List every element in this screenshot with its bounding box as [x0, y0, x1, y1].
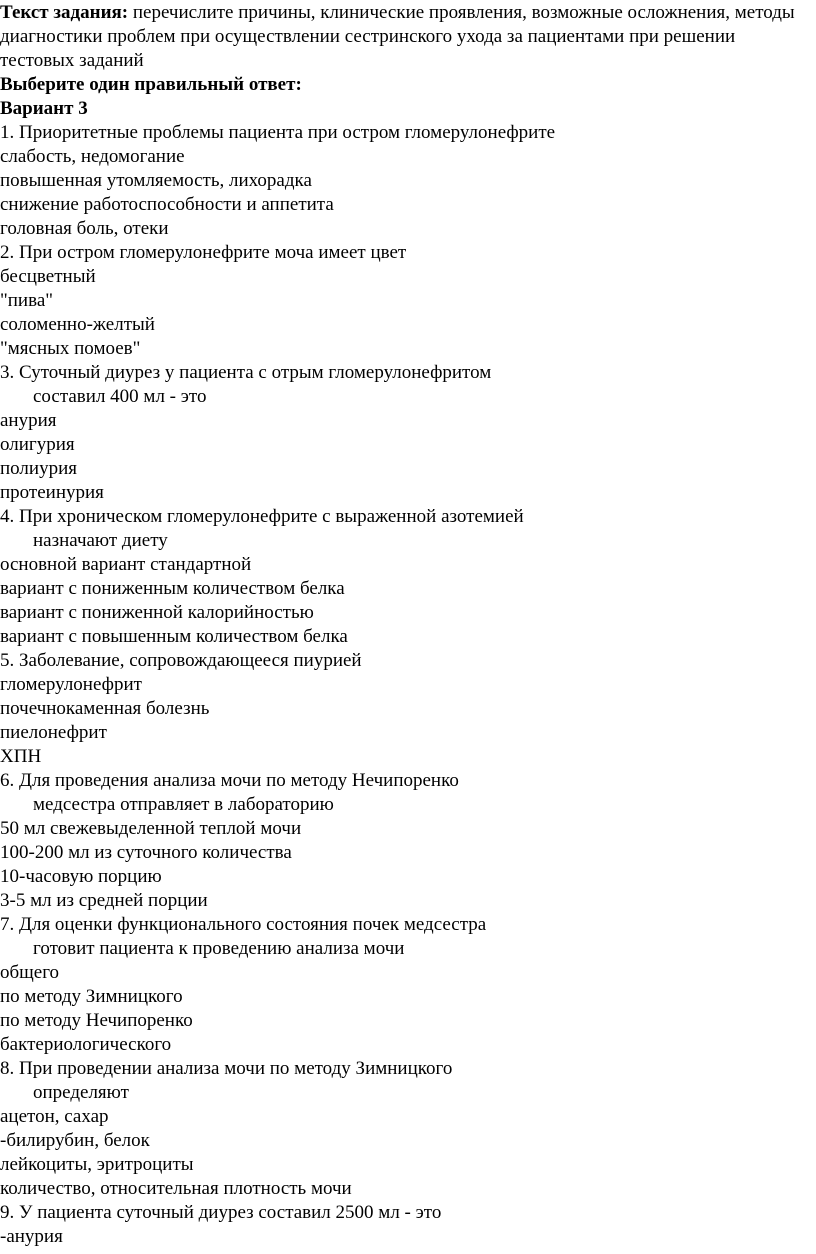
- answer-option: 10-часовую порцию: [0, 866, 162, 887]
- question-text-continuation: определяют: [33, 1082, 129, 1103]
- question-block: [0, 1201, 816, 1249]
- answer-option: общего: [0, 962, 60, 983]
- question-block: [0, 505, 816, 649]
- question-block: [0, 649, 816, 769]
- question-list: [0, 121, 816, 1249]
- question-text-continuation: составил 400 мл - это: [33, 386, 207, 407]
- answer-option: "пива": [0, 290, 54, 311]
- task-text: перечислите причины, клинические проявления, возможные осложнения, методы диагностики проблем при осуществлении сестринского ухода за пациентами при решении тестовых заданий: [0, 2, 795, 71]
- answer-option: бактериологического: [0, 1034, 172, 1055]
- variant-heading: Вариант 3: [0, 98, 88, 119]
- answer-option: пиелонефрит: [0, 722, 107, 743]
- answer-option: бесцветный: [0, 266, 96, 287]
- question-text: 8. При проведении анализа мочи по методу Зимницкого: [0, 1058, 453, 1079]
- answer-option: вариант с пониженной калорийностью: [0, 602, 314, 623]
- question-text: 1. Приоритетные проблемы пациента при остром гломерулонефрите: [0, 122, 556, 143]
- answer-option: лейкоциты, эритроциты: [0, 1154, 194, 1175]
- question-text: 9. У пациента суточный диурез составил 2500 мл - это: [0, 1202, 442, 1223]
- answer-option: анурия: [0, 410, 57, 431]
- answer-option: основной вариант стандартной: [0, 554, 252, 575]
- question-text: 5. Заболевание, сопровождающееся пиурией: [0, 650, 362, 671]
- answer-option: соломенно-желтый: [0, 314, 155, 335]
- answer-option: протеинурия: [0, 482, 104, 503]
- question-block: [0, 913, 816, 1057]
- question-text: 6. Для проведения анализа мочи по методу Нечипоренко: [0, 770, 459, 791]
- answer-option: вариант с повышенным количеством белка: [0, 626, 348, 647]
- answer-option: 100-200 мл из суточного количества: [0, 842, 292, 863]
- answer-option: -билирубин, белок: [0, 1130, 150, 1151]
- answer-option: вариант с пониженным количеством белка: [0, 578, 345, 599]
- answer-option: по методу Нечипоренко: [0, 1010, 193, 1031]
- question-text-continuation: медсестра отправляет в лабораторию: [33, 794, 334, 815]
- question-text: 4. При хроническом гломерулонефрите с выраженной азотемией: [0, 506, 524, 527]
- answer-option: полиурия: [0, 458, 77, 479]
- answer-option: головная боль, отеки: [0, 218, 169, 239]
- answer-option: -анурия: [0, 1226, 63, 1247]
- question-text-continuation: назначают диету: [33, 530, 168, 551]
- answer-option: повышенная утомляемость, лихорадка: [0, 170, 312, 191]
- task-paragraph: [0, 0, 816, 73]
- instruction-heading: Выберите один правильный ответ:: [0, 74, 302, 95]
- question-text: 7. Для оценки функционального состояния почек медсестра: [0, 914, 487, 935]
- question-block: [0, 241, 816, 361]
- answer-option: ацетон, сахар: [0, 1106, 109, 1127]
- task-label: Текст задания:: [0, 2, 129, 23]
- answer-option: "мясных помоев": [0, 338, 141, 359]
- answer-option: слабость, недомогание: [0, 146, 185, 167]
- question-text: 3. Суточный диурез у пациента с отрым гломерулонефритом: [0, 362, 492, 383]
- answer-option: гломерулонефрит: [0, 674, 142, 695]
- question-text: 2. При остром гломерулонефрите моча имеет цвет: [0, 242, 407, 263]
- answer-option: ХПН: [0, 746, 42, 767]
- answer-option: 3-5 мл из средней порции: [0, 890, 208, 911]
- answer-option: количество, относительная плотность мочи: [0, 1178, 352, 1199]
- answer-option: олигурия: [0, 434, 75, 455]
- answer-option: по методу Зимницкого: [0, 986, 183, 1007]
- answer-option: 50 мл свежевыделенной теплой мочи: [0, 818, 302, 839]
- answer-option: снижение работоспособности и аппетита: [0, 194, 334, 215]
- question-block: [0, 769, 816, 913]
- question-block: [0, 1057, 816, 1201]
- question-block: [0, 121, 816, 241]
- question-text-continuation: готовит пациента к проведению анализа мочи: [33, 938, 405, 959]
- question-block: [0, 361, 816, 505]
- answer-option: почечнокаменная болезнь: [0, 698, 210, 719]
